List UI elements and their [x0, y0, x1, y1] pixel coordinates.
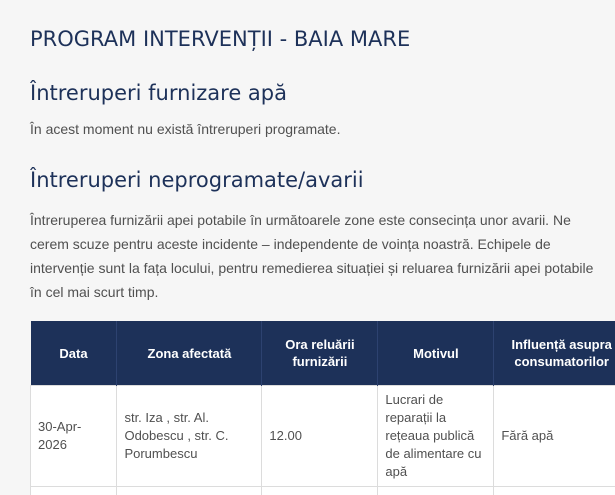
page-title: PROGRAM INTERVENȚII - BAIA MARE [30, 27, 411, 51]
cell-zone: str. Iza , str. Al. Odobescu , str. C. Porumbescu [117, 386, 262, 487]
interruptions-table-wrapper [30, 321, 615, 495]
unscheduled-interruptions-text: Întreruperea furnizării apei potabile în următoarele zone este consecința unor avarii. Ne cerem scuze pentru aceste incidente – independente de voința noastră. Echipele de intervenție sunt la fața locului, pentru remedierea situației și reluarea furnizării apei potabile în cel mai scurt timp. [30, 212, 594, 300]
table-row [31, 386, 615, 487]
cell-impact: Fără apă [494, 386, 615, 487]
column-header-zone: Zona afectată [117, 321, 262, 386]
column-header-date: Data [31, 321, 117, 386]
interruptions-table [30, 321, 615, 495]
table-row-partial [31, 487, 615, 495]
column-header-resume-time: Ora reluării furnizării [262, 321, 378, 386]
scheduled-interruptions-text: În acest moment nu există întreruperi programate. [30, 121, 341, 137]
cell-date: 30-Apr-2026 [31, 386, 117, 487]
scheduled-interruptions-title: Întreruperi furnizare apă [30, 81, 288, 105]
cell-resume-time: 12.00 [262, 386, 378, 487]
cell-reason: Lucrari de reparații la rețeaua publică de alimentare cu apă [378, 386, 494, 487]
cell-empty [117, 487, 262, 495]
column-header-impact: Influență asupra consumatorilor [494, 321, 615, 386]
unscheduled-interruptions-title: Întreruperi neprogramate/avarii [30, 168, 364, 192]
cell-empty [494, 487, 615, 495]
cell-empty [31, 487, 117, 495]
cell-empty [378, 487, 494, 495]
column-header-reason: Motivul [378, 321, 494, 386]
cell-empty [262, 487, 378, 495]
table-header-row [31, 321, 615, 386]
